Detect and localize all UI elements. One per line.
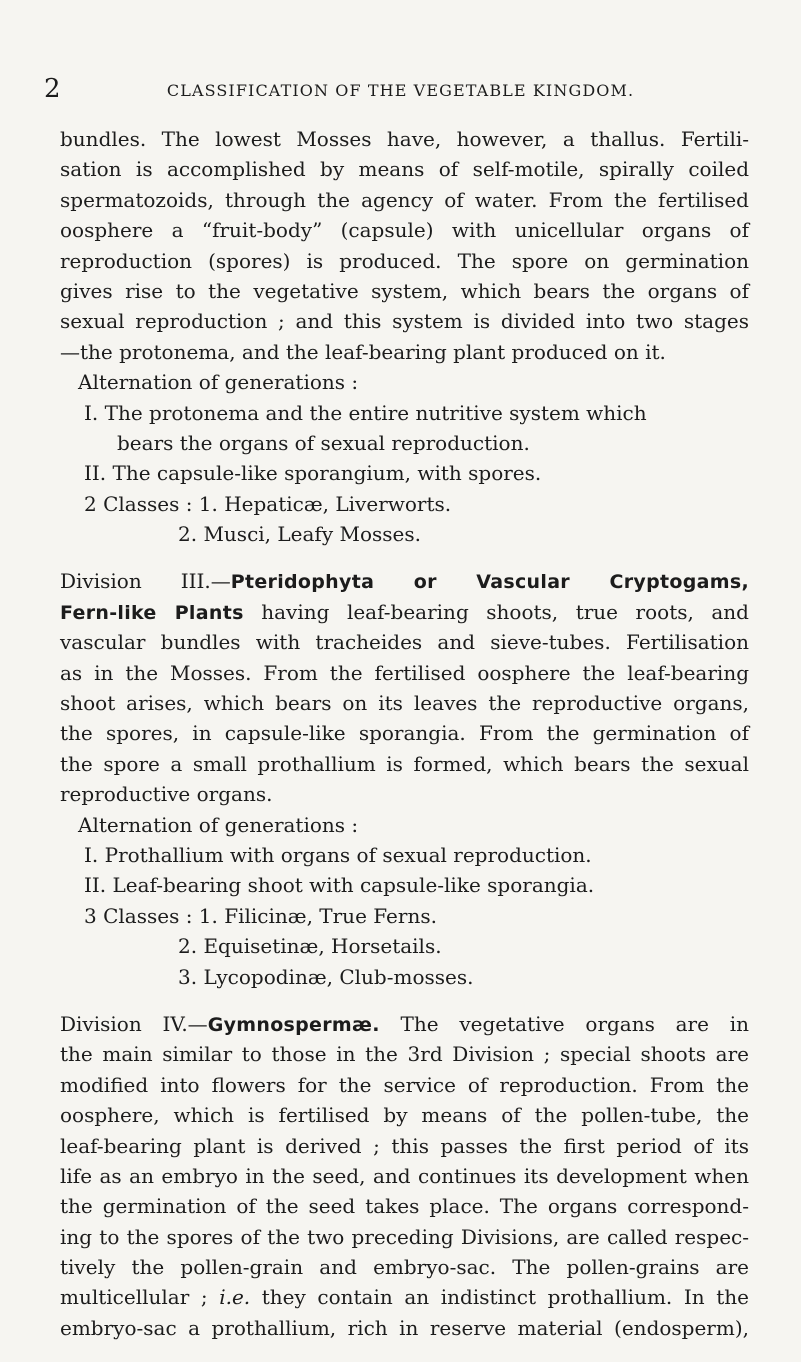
- division-title: Gymnospermæ.: [207, 1013, 380, 1036]
- text-line: spermatozoids, through the agency of water. From the fertilised: [60, 187, 749, 212]
- text-line: the spores, in capsule-like sporangia. From the germination of: [60, 721, 749, 746]
- text-line: the germination of the seed takes place. The organs correspond-: [60, 1194, 749, 1219]
- text-line: modified into flowers for the service of reproduction. From the: [60, 1072, 749, 1097]
- division-title: Pteridophyta or Vascular Cryptogams,: [230, 571, 749, 594]
- text-line: life as an embryo in the seed, and continues its development when: [60, 1163, 749, 1188]
- text-run: having leaf-bearing shoots, true roots, and: [243, 599, 749, 624]
- text-line: reproduction (spores) is produced. The spore on germination: [60, 248, 749, 273]
- list-item-continuation: bears the organs of sexual reproduction.: [117, 430, 530, 455]
- division-title-continuation: Fern-like Plants: [60, 601, 244, 624]
- division-label: Division IV.—: [60, 1011, 208, 1036]
- list-item: II. The capsule-like sporangium, with spores.: [84, 461, 542, 486]
- text-line: as in the Mosses. From the fertilised oosphere the leaf-bearing: [60, 660, 749, 685]
- class-list-item: 2. Equisetinæ, Horsetails.: [178, 934, 442, 959]
- text-line: sation is accomplished by means of self-motile, spirally coiled: [60, 157, 749, 182]
- text-run: multicellular ;: [60, 1285, 220, 1310]
- text-line: shoot arises, which bears on its leaves the reproductive organs,: [60, 691, 749, 716]
- body-text: [60, 124, 749, 1343]
- class-list-item: 3 Classes : 1. Filicinæ, True Ferns.: [84, 903, 437, 928]
- list-item: I. Prothallium with organs of sexual reproduction.: [84, 842, 592, 867]
- text-line: reproductive organs.: [60, 782, 273, 807]
- text-line: —the protonema, and the leaf-bearing plant produced on it.: [60, 339, 666, 364]
- paragraph-gap: [60, 992, 749, 1009]
- text-line: Alternation of generations :: [78, 370, 359, 395]
- page-header: [44, 76, 757, 104]
- list-item: I. The protonema and the entire nutritive system which: [84, 400, 647, 425]
- text-line: the spore a small prothallium is formed, which bears the sexual: [60, 751, 749, 776]
- text-line: ing to the spores of the two preceding Divisions, are called respec-: [60, 1224, 749, 1249]
- list-item: II. Leaf-bearing shoot with capsule-like sporangia.: [84, 873, 595, 898]
- text-line: oosphere a “fruit-body” (capsule) with unicellular organs of: [60, 218, 749, 243]
- text-line: gives rise to the vegetative system, which bears the organs of: [60, 278, 749, 303]
- division-heading-line: [60, 1009, 749, 1039]
- class-list-item: 2. Musci, Leafy Mosses.: [178, 522, 421, 547]
- text-line: leaf-bearing plant is derived ; this passes the first period of its: [60, 1133, 749, 1158]
- running-head: CLASSIFICATION OF THE VEGETABLE KINGDOM.: [166, 81, 635, 100]
- text-line: sexual reproduction ; and this system is divided into two stages: [60, 309, 749, 334]
- text-run: The vegetative organs are in: [379, 1011, 749, 1036]
- text-line: vascular bundles with tracheides and sieve-tubes. Fertilisation: [60, 630, 749, 655]
- text-line: Alternation of generations :: [78, 812, 359, 837]
- division-label: Division III.—: [60, 569, 231, 594]
- text-line: tively the pollen-grain and embryo-sac. The pollen-grains are: [60, 1255, 749, 1280]
- text-line: [60, 1282, 749, 1312]
- text-line: the main similar to those in the 3rd Division ; special shoots are: [60, 1042, 749, 1067]
- italic-abbreviation: i.e.: [219, 1285, 251, 1310]
- class-list-item: 3. Lycopodinæ, Club-mosses.: [178, 964, 474, 989]
- class-list-item: 2 Classes : 1. Hepaticæ, Liverworts.: [84, 491, 452, 516]
- text-line: [60, 597, 749, 627]
- text-line: oosphere, which is fertilised by means of the pollen-tube, the: [60, 1103, 749, 1128]
- page-number: 2: [44, 74, 61, 104]
- division-heading-line: [60, 566, 749, 596]
- text-run: they contain an indistinct prothallium. In the: [250, 1285, 749, 1310]
- text-line: bundles. The lowest Mosses have, however, a thallus. Fertili-: [60, 127, 749, 151]
- paragraph-gap: [60, 549, 749, 566]
- text-line: embryo-sac a prothallium, rich in reserve material (endosperm),: [60, 1315, 749, 1340]
